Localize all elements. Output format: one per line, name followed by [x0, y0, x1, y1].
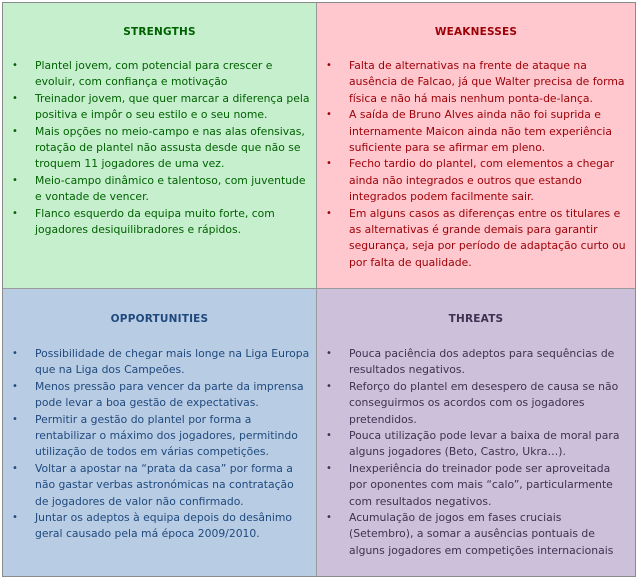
bullet-icon: • — [12, 512, 18, 524]
weaknesses-title: WEAKNESSES — [434, 26, 518, 38]
bullet-icon: • — [12, 348, 18, 359]
strengths-title: STRENGTHS — [123, 26, 196, 38]
bullet-icon: • — [326, 430, 332, 442]
list-item: • Menos pressão para vencer da parte da imprensa pode levar a boa gestão de expectativas. — [12, 379, 304, 410]
threats-cell — [317, 289, 635, 576]
bullet-icon: • — [12, 92, 18, 104]
bullet-icon: • — [12, 60, 18, 71]
bullet-icon: • — [326, 512, 332, 524]
strengths-list — [11, 58, 310, 238]
bullet-icon: • — [12, 462, 18, 474]
list-item: • Fecho tardio do plantel, com elementos a chegar ainda não integrados e outros que estando integrados podem facilmente sair. — [326, 157, 615, 204]
bullet-icon: • — [326, 462, 332, 474]
opportunities-list — [11, 346, 310, 543]
list-item: • Voltar a apostar na “prata da casa” por forma a não gastar verbas astronómicas na contratação de jogadores de valor não confirmado. — [12, 461, 294, 508]
swot-table — [2, 2, 636, 577]
bullet-icon: • — [12, 207, 18, 219]
list-item: • Plantel jovem, com potencial para crescer e evoluir, com confiança e motivação — [12, 59, 273, 89]
list-item: • Reforço do plantel em desespero de causa se não conseguirmos os acordos com os jogadores pretendidos. — [326, 379, 619, 426]
list-item: • Falta de alternativas na frente de ataque na ausência de Falcao, já que Walter precisa de forma física e não há mais nenhum ponta-de-lança. — [326, 59, 625, 105]
weaknesses-list — [325, 58, 629, 271]
list-item: • Treinador jovem, que quer marcar a diferença pela positiva e impôr o seu estilo e o seu nome. — [12, 91, 310, 122]
threats-title: THREATS — [448, 313, 504, 325]
list-item: • Flanco esquerdo da equipa muito forte, com jogadores desiquilibradores e rápidos. — [12, 206, 275, 237]
bullet-icon: • — [326, 348, 332, 359]
list-item: • Permitir a gestão do plantel por forma a rentabilizar o máximo dos jogadores, permitindo utilização de todos em várias competições. — [12, 412, 298, 459]
bullet-icon: • — [12, 174, 18, 186]
list-item: • A saída de Bruno Alves ainda não foi suprida e internamente Maicon ainda não tem experiência suficiente para se afirmar em pleno. — [326, 108, 612, 155]
bullet-icon: • — [12, 125, 18, 137]
strengths-cell — [3, 3, 317, 289]
weaknesses-cell — [317, 3, 635, 289]
list-item: • Juntar os adeptos à equipa depois do desânimo geral causado pela má época 2009/2010. — [12, 511, 293, 541]
list-item: • Inexperiência do treinador pode ser aproveitada por oponentes com mais “calo”, particularmente com resultados negativos. — [326, 461, 613, 508]
bullet-icon: • — [326, 380, 332, 392]
list-item: • Mais opções no meio-campo e nas alas ofensivas, rotação de plantel não assusta desde que não se troquem 11 jogadores de uma vez. — [12, 124, 305, 171]
list-item: • Pouca paciência dos adeptos para sequências de resultados negativos. — [326, 347, 615, 377]
list-item: • Acumulação de jogos em fases cruciais (Setembro), a somar a ausências pontuais de alguns jogadores em competições internacionais — [326, 511, 614, 557]
list-item: • Meio-campo dinâmico e talentoso, com juventude e vontade de vencer. — [12, 173, 306, 204]
threats-list — [325, 346, 629, 559]
bullet-icon: • — [12, 380, 18, 392]
bullet-icon: • — [326, 109, 332, 121]
list-item: • Possibilidade de chegar mais longe na Liga Europa que na Liga dos Campeões. — [12, 347, 310, 377]
bullet-icon: • — [12, 413, 18, 425]
opportunities-title: OPPORTUNITIES — [110, 313, 209, 325]
bullet-icon: • — [326, 60, 332, 71]
list-item: • Pouca utilização pode levar a baixa de moral para alguns jogadores (Beto, Castro, Ukra…). — [326, 429, 620, 459]
list-item: • Em alguns casos as diferenças entre os titulares e as alternativas é grande demais para garantir segurança, seja por período de adaptação curto ou por falta de qualidade. — [326, 206, 626, 269]
bullet-icon: • — [326, 158, 332, 170]
opportunities-cell — [3, 289, 317, 576]
bullet-icon: • — [326, 207, 332, 219]
